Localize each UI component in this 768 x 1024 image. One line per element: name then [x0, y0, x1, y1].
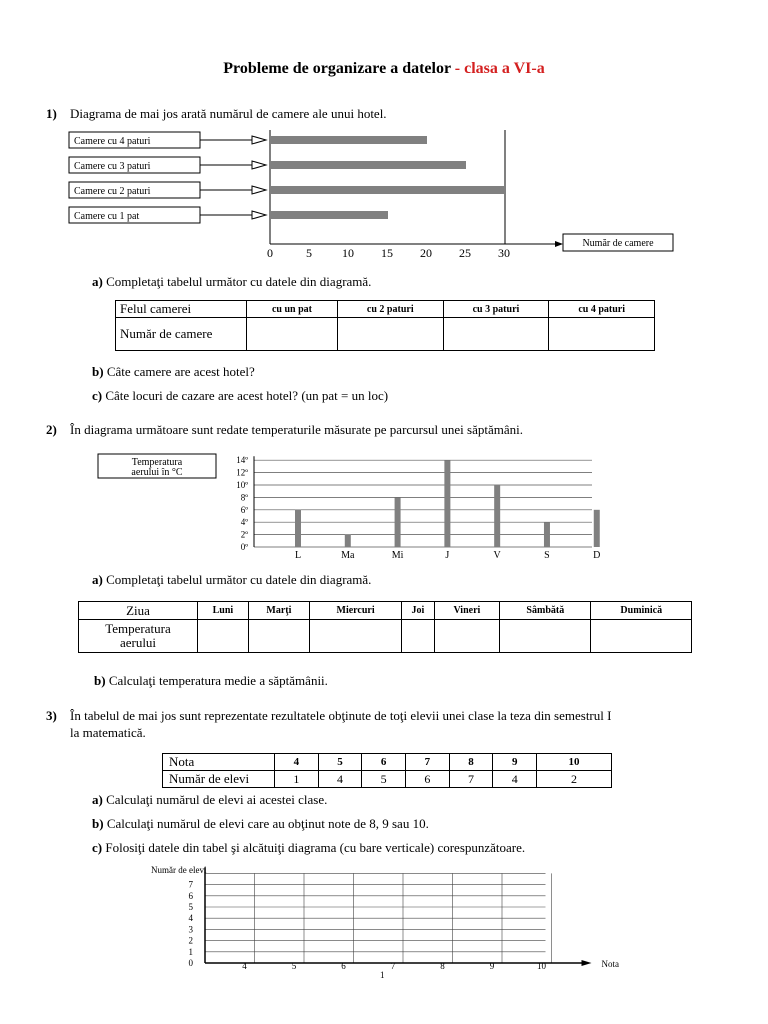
- bar: [271, 211, 388, 219]
- bar: [544, 522, 550, 547]
- connector-arrow: [252, 186, 266, 194]
- bar: [594, 510, 600, 547]
- p3-note: 5: [318, 754, 362, 771]
- p3-table-row1-label: Nota: [163, 754, 275, 771]
- p1-table-header: cu 2 paturi: [337, 301, 443, 318]
- y-tick-label: 10º: [236, 480, 248, 490]
- y-tick-label: 2º: [240, 529, 248, 540]
- p3-table: [162, 753, 612, 788]
- y-axis-title: Număr de elevi: [151, 865, 207, 875]
- p2-answer-cell[interactable]: [310, 620, 402, 653]
- p2-table: [78, 601, 692, 653]
- x-tick-label: D: [593, 550, 601, 561]
- p2-table-header: Duminică: [591, 602, 692, 620]
- y-tick-label: 4º: [240, 517, 248, 528]
- p1-table-row1-label: Felul camerei: [116, 301, 247, 318]
- p3-note: 6: [362, 754, 406, 771]
- y-tick-label: 0: [188, 958, 193, 968]
- p1-table-header: cu un pat: [247, 301, 338, 318]
- problem-3-text-line2: la matematică.: [70, 725, 146, 740]
- y-tick-label: 5: [188, 902, 193, 912]
- title-main: Probleme de organizare a datelor: [223, 60, 451, 77]
- x-tick-label: 30: [498, 246, 510, 260]
- category-label: Camere cu 2 paturi: [74, 186, 151, 197]
- page-title: [0, 60, 768, 78]
- problem-3-text-line1: În tabelul de mai jos sunt reprezentate rezultatele obţinute de toţi elevii unei clase la teza din semestrul I: [70, 708, 612, 723]
- bar: [494, 485, 500, 547]
- x-tick-label: 10: [342, 246, 354, 260]
- p2-table-row1-label: Ziua: [79, 602, 198, 620]
- bar: [395, 497, 401, 547]
- p3-note: 4: [275, 754, 319, 771]
- table-row: [116, 301, 655, 318]
- problem-1-text: Diagrama de mai jos arată numărul de camere ale unui hotel.: [70, 106, 387, 121]
- bar: [271, 136, 427, 144]
- y-tick-label: 14º: [236, 455, 248, 466]
- y-tick-label: 8º: [240, 492, 248, 503]
- title-accent: clasa a VI-a: [464, 60, 545, 77]
- table-row: [163, 771, 612, 788]
- p3-count: 4: [493, 771, 537, 788]
- p3-note: 9: [493, 754, 537, 771]
- temperature-chart: [94, 448, 604, 568]
- x-tick-label: L: [294, 550, 302, 561]
- x-tick-label: Mi: [391, 550, 404, 561]
- legend-line-2: aerului în °C: [131, 467, 183, 478]
- y-tick-label: 4: [188, 913, 193, 924]
- p2-answer-cell[interactable]: [248, 620, 309, 653]
- p1-table: [115, 300, 655, 351]
- x-tick-label: 6: [341, 961, 346, 971]
- connector-arrow: [252, 161, 266, 169]
- x-tick-label: 9: [489, 961, 495, 971]
- p1-question-b: b) Câte camere are acest hotel?: [92, 364, 255, 379]
- title-separator: -: [450, 60, 465, 77]
- connector-arrow: [252, 211, 266, 219]
- p1-table-row2-label: Număr de camere: [116, 318, 247, 351]
- y-tick-label: 0º: [240, 542, 248, 552]
- p2-table-header: Miercuri: [310, 602, 402, 620]
- table-row: [163, 754, 612, 771]
- bar: [271, 161, 466, 169]
- y-tick-label: 3: [188, 924, 193, 935]
- x-tick-label: 5: [306, 246, 312, 260]
- x-tick-label: V: [493, 550, 501, 561]
- p3-count: 6: [406, 771, 450, 788]
- p1-answer-cell[interactable]: [443, 318, 549, 351]
- bar: [295, 510, 301, 547]
- table-row: [79, 620, 692, 653]
- x-tick-label: S: [544, 550, 550, 561]
- table-row: [79, 602, 692, 620]
- p2-table-row2-label: Temperatura aerului: [79, 620, 198, 653]
- p1-table-header: cu 4 paturi: [549, 301, 655, 318]
- x-tick-label: 15: [381, 246, 393, 260]
- p2-table-header: Joi: [402, 602, 434, 620]
- bar: [271, 186, 505, 194]
- p1-table-header: cu 3 paturi: [443, 301, 549, 318]
- p3-count: 2: [537, 771, 612, 788]
- problem-3-number: 3): [46, 708, 57, 723]
- x-tick-label: J: [445, 550, 450, 561]
- p2-table-header: Vineri: [434, 602, 500, 620]
- p2-answer-cell[interactable]: [434, 620, 500, 653]
- y-tick-label: 6º: [240, 504, 248, 515]
- p1-question-a: a) Completaţi tabelul următor cu datele din diagramă.: [92, 274, 372, 289]
- x-tick-label: Ma: [341, 550, 355, 561]
- p1-answer-cell[interactable]: [337, 318, 443, 351]
- grades-blank-chart: [145, 862, 645, 982]
- p3-table-row2-label: Număr de elevi: [163, 771, 275, 788]
- p2-table-header: Luni: [198, 602, 249, 620]
- x-axis-title: Nota: [601, 959, 619, 969]
- x-tick-label: 10: [537, 961, 546, 971]
- axis-label: Număr de camere: [582, 238, 654, 249]
- x-axis-arrow: [555, 241, 563, 247]
- category-label: Camere cu 4 paturi: [74, 136, 151, 147]
- x-tick-label: 25: [459, 246, 471, 260]
- hotel-rooms-chart: [60, 130, 700, 260]
- p2-answer-cell[interactable]: [198, 620, 249, 653]
- y-tick-label: 1: [188, 946, 193, 957]
- p1-question-c: c) Câte locuri de cazare are acest hotel? (un pat = un loc): [92, 388, 389, 403]
- p2-answer-cell[interactable]: [500, 620, 591, 653]
- p3-count: 5: [362, 771, 406, 788]
- x-tick-label: 20: [420, 246, 432, 260]
- page-number: 1: [380, 970, 385, 980]
- y-tick-label: 7: [188, 879, 193, 890]
- p3-question-b: b) Calculaţi numărul de elevi care au obţinut note de 8, 9 sau 10.: [92, 816, 429, 831]
- problem-1-number: 1): [46, 106, 57, 121]
- bar: [345, 535, 351, 547]
- p2-answer-cell[interactable]: [402, 620, 434, 653]
- y-tick-label: 6: [188, 890, 193, 901]
- p3-count: 7: [449, 771, 493, 788]
- x-tick-label: 5: [291, 961, 297, 971]
- p2-question-b: b) Calculaţi temperatura medie a săptămânii.: [94, 673, 328, 688]
- x-tick-label: 0: [267, 246, 273, 260]
- p2-table-header: Marţi: [248, 602, 309, 620]
- x-tick-label: 7: [390, 961, 396, 971]
- y-tick-label: 2: [188, 935, 193, 946]
- p2-answer-cell[interactable]: [591, 620, 692, 653]
- p2-table-header: Sâmbătă: [500, 602, 591, 620]
- category-label: Camere cu 1 pat: [74, 211, 140, 222]
- p3-count: 1: [275, 771, 319, 788]
- x-tick-label: 8: [440, 961, 445, 971]
- table-row: [116, 318, 655, 351]
- p3-count: 4: [318, 771, 362, 788]
- p3-question-c: c) Folosiţi datele din tabel şi alcătuiţi diagrama (cu bare verticale) corespunzătoare.: [92, 840, 526, 855]
- p1-answer-cell[interactable]: [247, 318, 338, 351]
- problem-2-text: În diagrama următoare sunt redate temperaturile măsurate pe parcursul unei săptămâni.: [70, 422, 524, 437]
- x-tick-label: 4: [242, 961, 247, 971]
- legend-line-1: Temperatura: [131, 457, 183, 468]
- p2-question-a: a) Completaţi tabelul următor cu datele din diagramă.: [92, 572, 372, 587]
- p3-note: 7: [406, 754, 450, 771]
- connector-arrow: [252, 136, 266, 144]
- p3-question-a: a) Calculaţi numărul de elevi ai acestei clase.: [92, 792, 328, 807]
- p3-note: 8: [449, 754, 493, 771]
- y-tick-label: 12º: [236, 467, 248, 478]
- p1-answer-cell[interactable]: [549, 318, 655, 351]
- x-axis-arrow: [582, 960, 592, 966]
- problem-2-number: 2): [46, 422, 57, 437]
- bar: [444, 460, 450, 547]
- p3-note: 10: [537, 754, 612, 771]
- category-label: Camere cu 3 paturi: [74, 161, 151, 172]
